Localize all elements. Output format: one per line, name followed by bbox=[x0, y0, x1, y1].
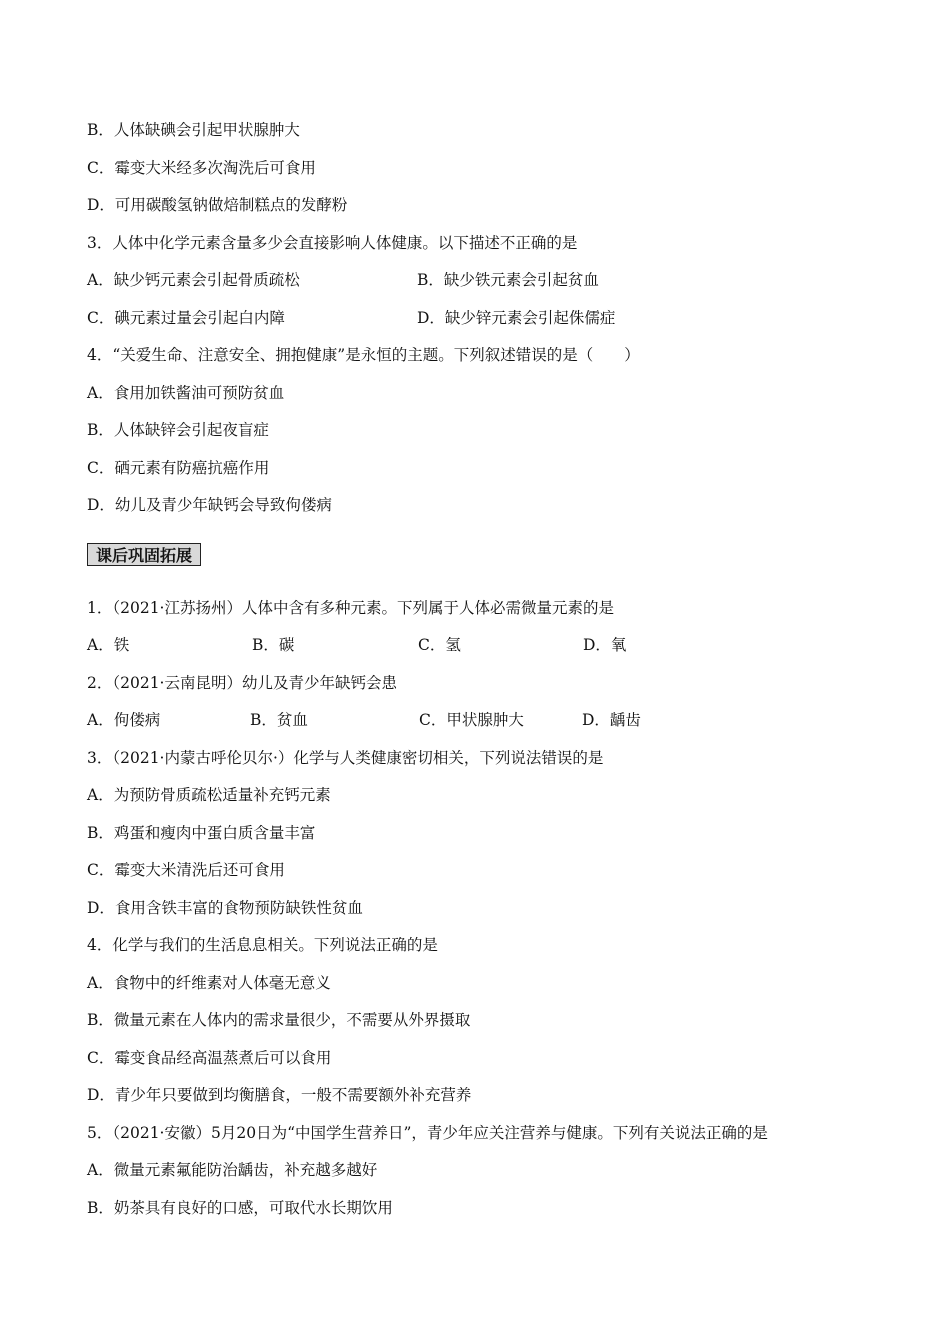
p2-q1-stem: 1．（2021·江苏扬州）人体中含有多种元素。下列属于人体必需微量元素的是 bbox=[87, 599, 614, 617]
p2-q3-option-d: D．食用含铁丰富的食物预防缺铁性贫血 bbox=[87, 899, 363, 917]
p2-q3-option-a: A．为预防骨质疏松适量补充钙元素 bbox=[87, 786, 331, 804]
p2-q2-option-d: D．龋齿 bbox=[582, 711, 641, 729]
q2-option-b: B．人体缺碘会引起甲状腺肿大 bbox=[87, 121, 300, 139]
q4-stem: 4．“关爱生命、注意安全、拥抱健康”是永恒的主题。下列叙述错误的是（ ） bbox=[87, 346, 640, 364]
p2-q5-option-b: B．奶茶具有良好的口感，可取代水长期饮用 bbox=[87, 1199, 393, 1217]
p2-q1-option-d: D．氧 bbox=[583, 636, 627, 654]
section-title: 课后巩固拓展 bbox=[87, 543, 201, 566]
p2-q2-option-a: A．佝偻病 bbox=[87, 711, 161, 729]
p2-q2-option-b: B．贫血 bbox=[250, 711, 308, 729]
p2-q4-option-c: C．霉变食品经高温蒸煮后可以食用 bbox=[87, 1049, 332, 1067]
p2-q3-option-c: C．霉变大米清洗后还可食用 bbox=[87, 861, 285, 879]
p2-q3-stem: 3．（2021·内蒙古呼伦贝尔·）化学与人类健康密切相关，下列说法错误的是 bbox=[87, 749, 604, 767]
p2-q4-option-b: B．微量元素在人体内的需求量很少，不需要从外界摄取 bbox=[87, 1011, 471, 1029]
q3-stem: 3．人体中化学元素含量多少会直接影响人体健康。以下描述不正确的是 bbox=[87, 234, 578, 252]
q3-option-d: D．缺少锌元素会引起侏儒症 bbox=[417, 309, 616, 327]
p2-q4-stem: 4．化学与我们的生活息息相关。下列说法正确的是 bbox=[87, 936, 438, 954]
q2-option-d: D．可用碳酸氢钠做焙制糕点的发酵粉 bbox=[87, 196, 348, 214]
p2-q2-option-c: C．甲状腺肿大 bbox=[419, 711, 524, 729]
p2-q1-option-a: A．铁 bbox=[87, 636, 130, 654]
p2-q4-option-a: A．食物中的纤维素对人体毫无意义 bbox=[87, 974, 331, 992]
q4-option-c: C．硒元素有防癌抗癌作用 bbox=[87, 459, 270, 477]
q4-option-b: B．人体缺锌会引起夜盲症 bbox=[87, 421, 269, 439]
q3-option-b: B．缺少铁元素会引起贫血 bbox=[417, 271, 599, 289]
p2-q5-option-a: A．微量元素氟能防治龋齿，补充越多越好 bbox=[87, 1161, 378, 1179]
q2-option-c: C．霉变大米经多次淘洗后可食用 bbox=[87, 159, 316, 177]
p2-q2-stem: 2．（2021·云南昆明）幼儿及青少年缺钙会患 bbox=[87, 674, 397, 692]
p2-q1-option-c: C．氢 bbox=[418, 636, 461, 654]
q3-option-a: A．缺少钙元素会引起骨质疏松 bbox=[87, 271, 300, 289]
p2-q4-option-d: D．青少年只要做到均衡膳食，一般不需要额外补充营养 bbox=[87, 1086, 472, 1104]
q3-option-c: C．碘元素过量会引起白内障 bbox=[87, 309, 285, 327]
p2-q5-stem: 5．（2021·安徽）5月20日为“中国学生营养日”，青少年应关注营养与健康。下列有关说法正确的是 bbox=[87, 1124, 768, 1142]
q4-option-a: A．食用加铁酱油可预防贫血 bbox=[87, 384, 285, 402]
p2-q3-option-b: B．鸡蛋和瘦肉中蛋白质含量丰富 bbox=[87, 824, 316, 842]
p2-q1-option-b: B．碳 bbox=[252, 636, 295, 654]
q4-option-d: D．幼儿及青少年缺钙会导致佝偻病 bbox=[87, 496, 332, 514]
